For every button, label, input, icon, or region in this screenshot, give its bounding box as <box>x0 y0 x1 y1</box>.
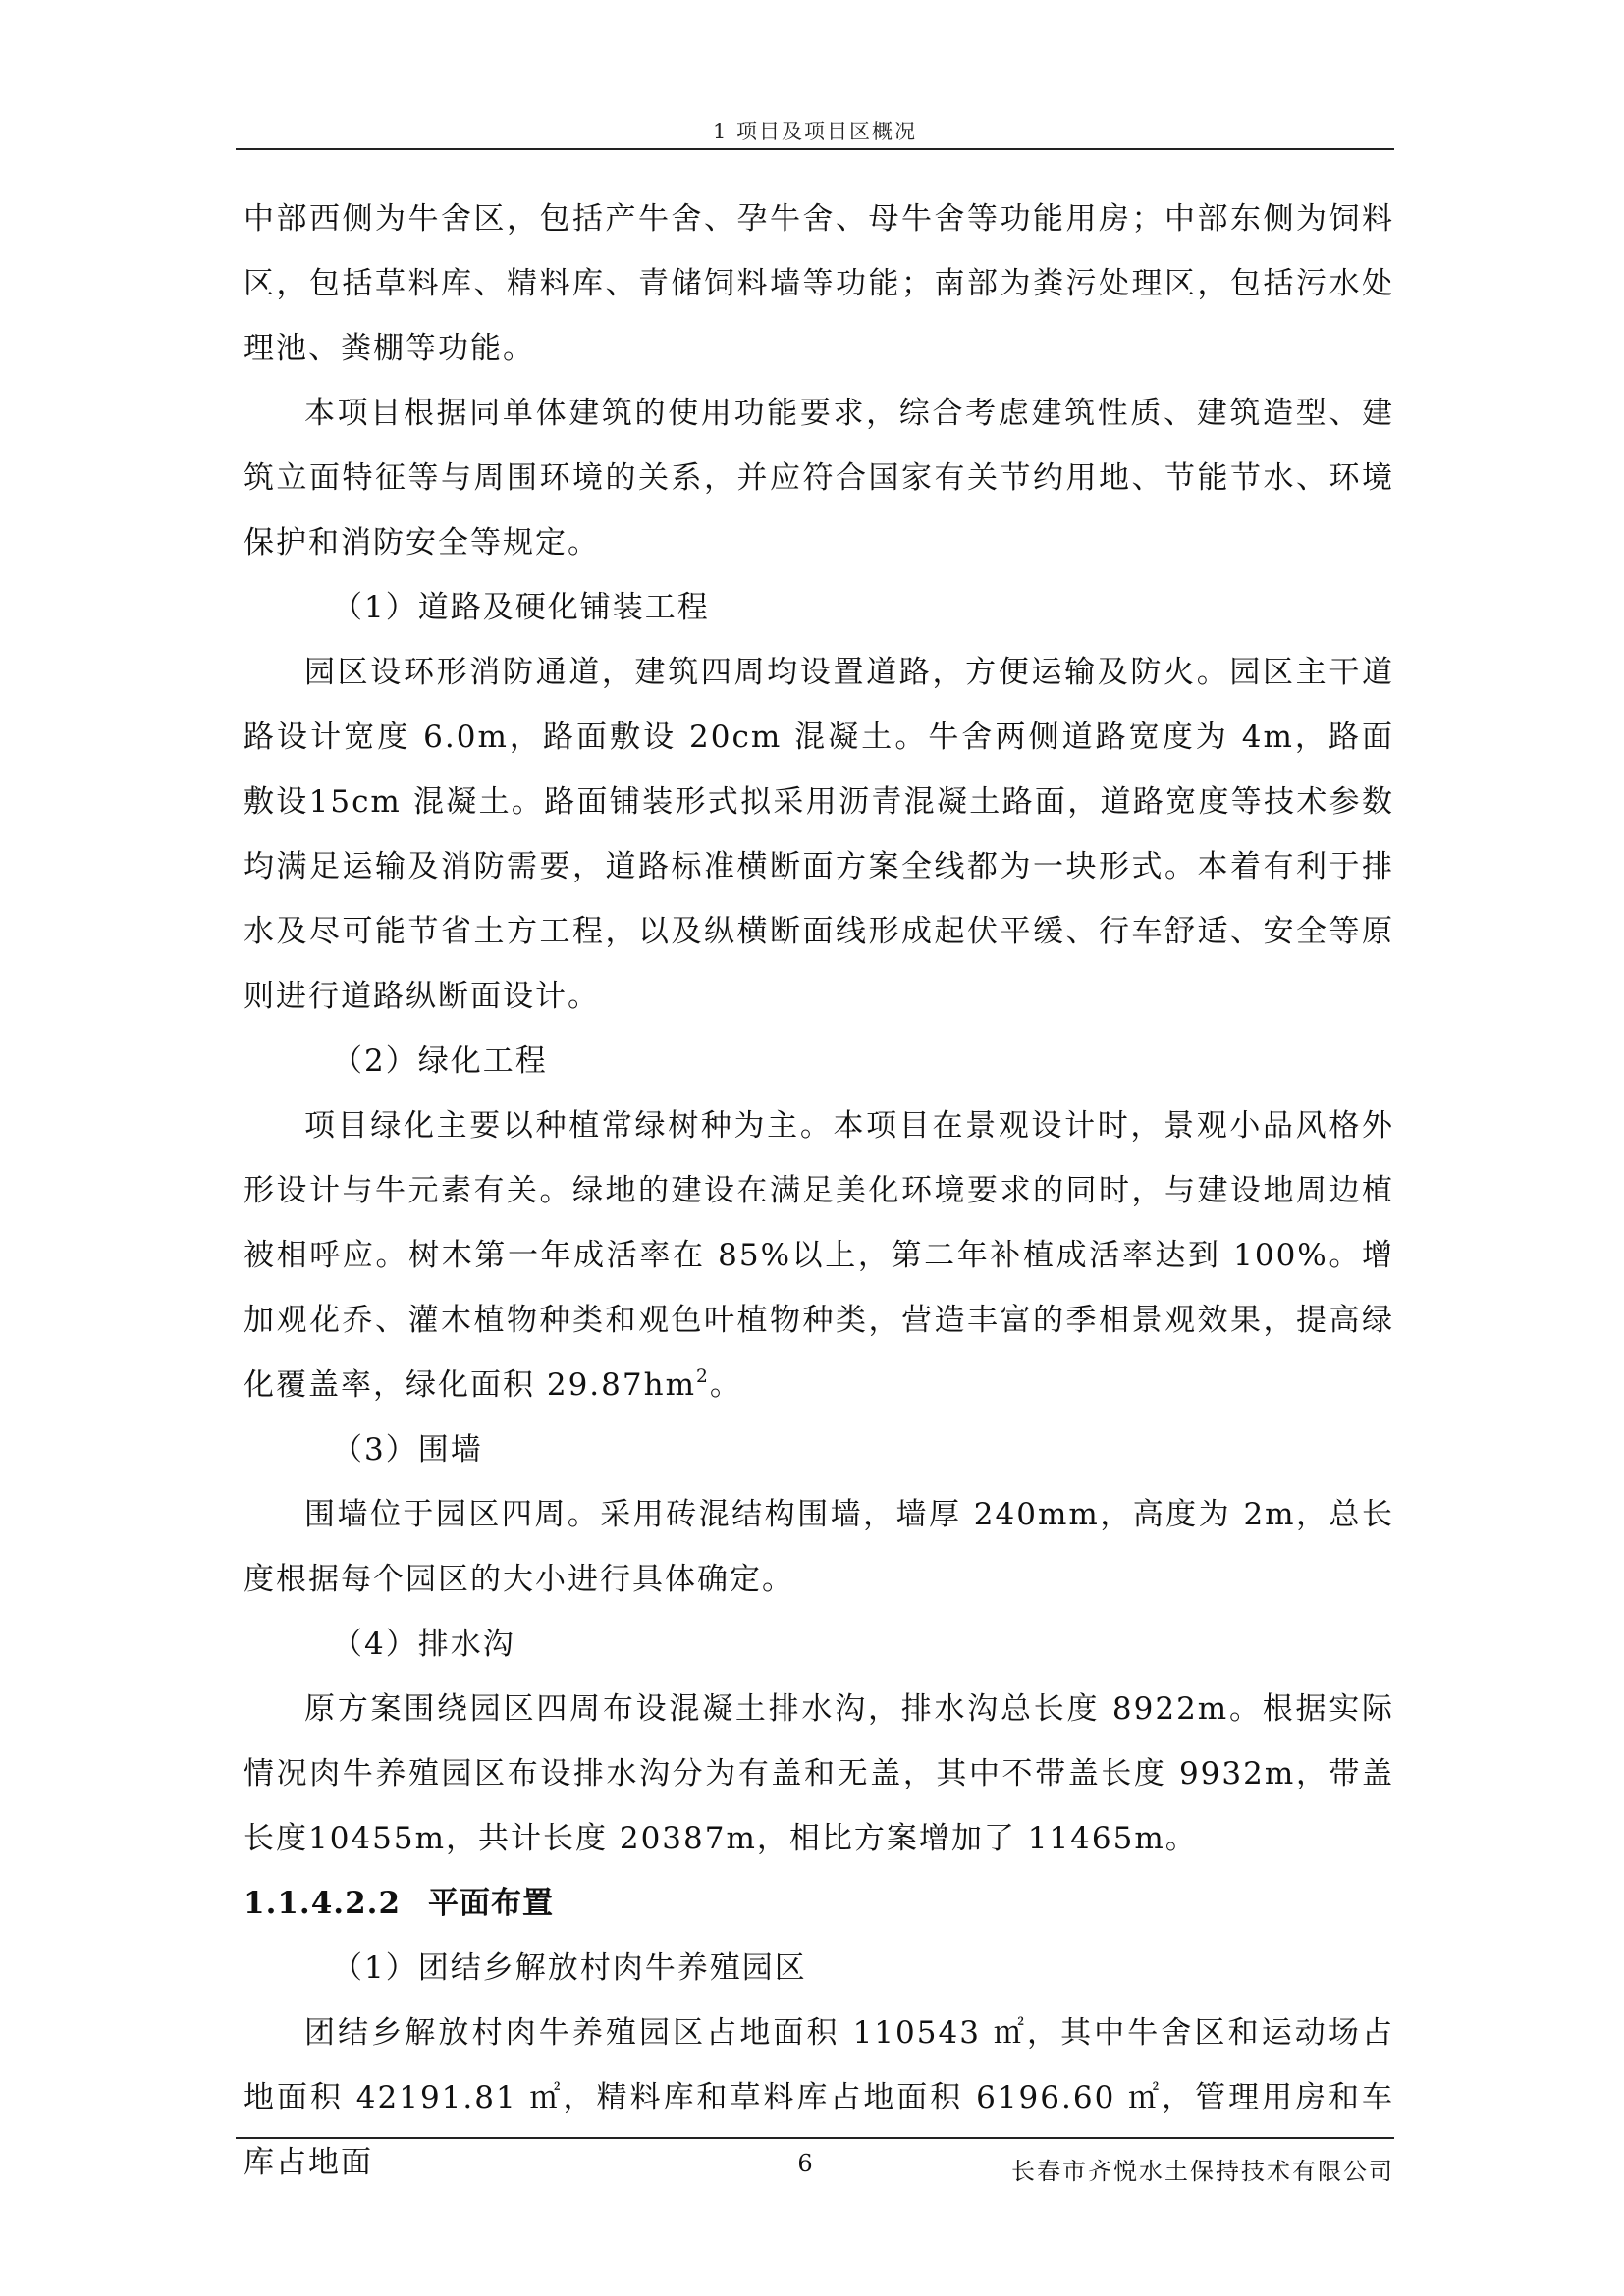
item-tuanjie-park: （1）团结乡解放村肉牛养殖园区 <box>332 1950 807 1986</box>
greening-text: 项目绿化主要以种植常绿树种为主。本项目在景观设计时，景观小品风格外形设计与牛元素有关。绿地的建设在满足美化环境要求的同时，与建设地周边植被相呼应。树木第一年成活率在 85%以上，第二年补植成活率达到 100%。增加观花乔、灌木植物种类和观色叶植物种类，营造丰富的季相景观效果，提高绿化覆盖率，绿化面积 29.87hm <box>244 1108 1394 1403</box>
paragraph-road-paving: 园区设环形消防通道，建筑四周均设置道路，方便运输及防火。园区主干道路设计宽度 6.0m，路面敷设 20cm 混凝土。牛舍两侧道路宽度为 4m，路面敷设15cm 混凝土。路面铺装形式拟采用沥青混凝土路面，道路宽度等技术参数均满足运输及消防需要，道路标准横断面方案全线都为一块形式。本着有利于排水及尽可能节省土方工程，以及纵横断面线形成起伏平缓、行车舒适、安全等原则进行道路纵断面设计。 <box>244 655 1394 1014</box>
section-title: 平面布置 <box>428 1886 555 1921</box>
item-greening: （2）绿化工程 <box>332 1043 548 1079</box>
page-number: 6 <box>797 2150 813 2177</box>
paragraph-layout-continued: 中部西侧为牛舍区，包括产牛舍、孕牛舍、母牛舍等功能用房；中部东侧为饲料区，包括草料库、精料库、青储饲料墙等功能；南部为粪污处理区，包括污水处理池、粪棚等功能。 <box>244 201 1394 366</box>
paragraph-design-principles: 本项目根据同单体建筑的使用功能要求，综合考虑建筑性质、建筑造型、建筑立面特征等与周围环境的关系，并应符合国家有关节约用地、节能节水、环境保护和消防安全等规定。 <box>244 396 1394 561</box>
greening-suffix: 。 <box>709 1367 742 1403</box>
paragraph-tuanjie-park: 团结乡解放村肉牛养殖园区占地面积 110543 ㎡，其中牛舍区和运动场占地面积 42191.81 ㎡，精料库和草料库占地面积 6196.60 ㎡，管理用房和车库占地面 <box>244 2015 1394 2180</box>
page-body <box>244 187 1394 2195</box>
item-wall: （3）围墙 <box>332 1432 483 1468</box>
item-road-paving: （1）道路及硬化铺装工程 <box>332 590 710 625</box>
header-rule <box>236 148 1394 150</box>
running-header: 1 项目及项目区概况 <box>712 120 918 143</box>
paragraph-wall: 围墙位于园区四周。采用砖混结构围墙，墙厚 240mm，高度为 2m，总长度根据每个园区的大小进行具体确定。 <box>244 1497 1394 1597</box>
footer-company: 长春市齐悦水土保持技术有限公司 <box>1011 2158 1394 2185</box>
footer-rule <box>236 2137 1394 2139</box>
paragraph-drainage: 原方案围绕园区四周布设混凝土排水沟，排水沟总长度 8922m。根据实际情况肉牛养殖园区布设排水沟分为有盖和无盖，其中不带盖长度 9932m，带盖长度10455m，共计长度 20387m，相比方案增加了 11465m。 <box>244 1691 1394 1856</box>
paragraph-greening <box>244 1094 1394 1417</box>
superscript-2: 2 <box>695 1365 710 1387</box>
item-drainage: （4）排水沟 <box>332 1627 515 1662</box>
section-number: 1.1.4.2.2 <box>244 1886 402 1921</box>
section-heading <box>244 1871 1394 1936</box>
